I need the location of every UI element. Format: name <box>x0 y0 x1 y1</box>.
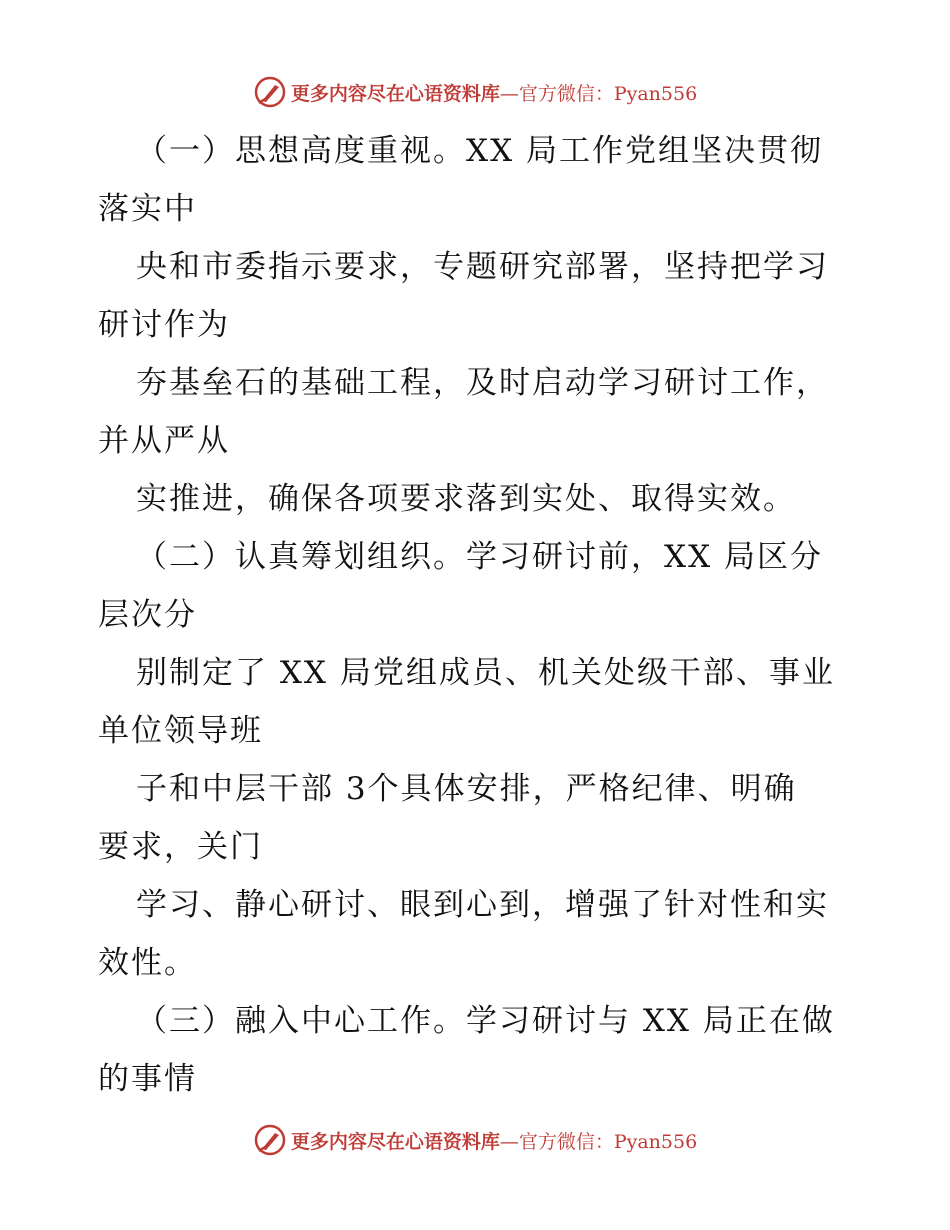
doc-line: 央和市委指示要求，专题研究部署，坚持把学习 <box>136 249 829 285</box>
doc-line: 单位领导班 <box>98 713 263 749</box>
watermark-separator: — <box>499 82 519 105</box>
doc-line: 夯基垒石的基础工程，及时启动学习研讨工作， <box>136 365 829 401</box>
quill-pen-logo-icon <box>253 75 287 109</box>
header-watermark <box>0 72 950 112</box>
document-body <box>98 122 858 1108</box>
doc-line: （三）融入中心工作。学习研讨与 XX 局正在做 <box>136 1003 835 1039</box>
watermark-separator: — <box>499 1130 519 1153</box>
doc-line: 层次分 <box>98 597 197 633</box>
watermark-main-text: 更多内容尽在心语资料库 <box>290 82 500 105</box>
doc-line: 实推进，确保各项要求落到实处、取得实效。 <box>136 481 796 517</box>
doc-line: 的事情 <box>98 1061 197 1097</box>
watermark-main-text: 更多内容尽在心语资料库 <box>290 1130 500 1153</box>
doc-line: （二）认真筹划组织。学习研讨前，XX 局区分 <box>136 539 823 575</box>
doc-line: 要求，关门 <box>98 829 263 865</box>
doc-line: （一）思想高度重视。XX 局工作党组坚决贯彻 <box>136 133 823 169</box>
doc-line: 效性。 <box>98 945 197 981</box>
doc-line: 学习、静心研讨、眼到心到，增强了针对性和实 <box>136 887 829 923</box>
quill-pen-logo-icon <box>253 1123 287 1157</box>
doc-line: 研讨作为 <box>98 307 230 343</box>
doc-line: 别制定了 XX 局党组成员、机关处级干部、事业 <box>136 655 835 691</box>
footer-watermark <box>0 1120 950 1160</box>
doc-line: 子和中层干部 3个具体安排，严格纪律、明确 <box>136 771 797 807</box>
watermark-wechat-text: 官方微信：Pyan556 <box>518 1130 698 1153</box>
watermark-wechat-text: 官方微信：Pyan556 <box>518 82 698 105</box>
doc-line: 并从严从 <box>98 423 230 459</box>
doc-line: 落实中 <box>98 191 197 227</box>
